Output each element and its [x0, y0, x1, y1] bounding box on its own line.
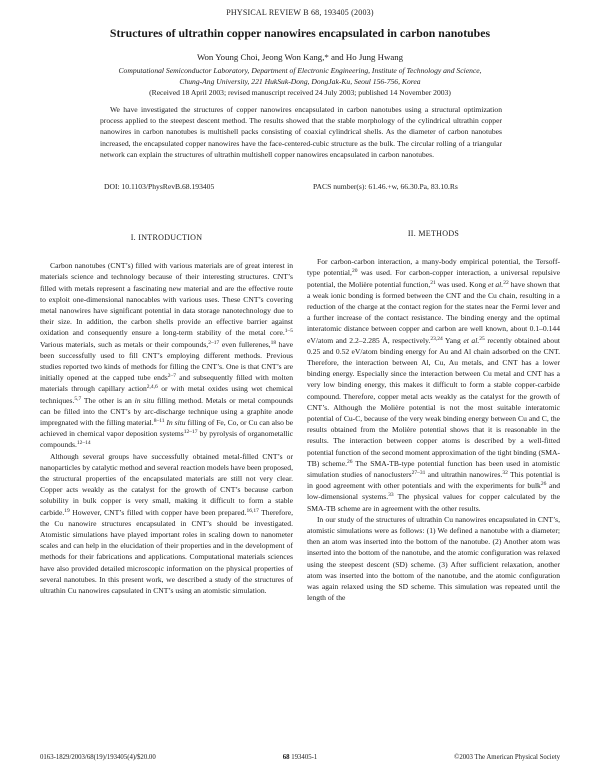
intro-paragraph-1: Carbon nanotubes (CNT’s) filled with various materials are of great interest in materials science and technology because of their interesting structures. CNT’s filled with metals represent a fascinating new material and are the effective route to exploit one-dimensional nanocables with various uses. These CNT’s covering metal nanowires have significant potential in data storage nanotechnology due to their size. In addition, the carbon shells provide an effective barrier against oxidation and consequently ensure a long-term stability of the metal core.$^{1-5}$ Various materials, such as metals or their compounds,$^{2-17}$ even fullerenes,$^{18}$ have been successfully used to fill CNT’s employing different methods. Previous studies reported two kinds of methods for filling the CNT’s. One is that CNT’s are initially opened at the capped tube ends$^{2-7}$ and subsequently filled with molten materials through capillary action$^{2,4,6}$ or with metal oxides using wet chemical techniques.$^{5,7}$ The other is an in situ filling method. Metals or metal compounds can be filled into the CNT’s by arc-discharge technique using a graphite anode impregnated with the filling material.$^{8-11}$ In situ filling of Fe, Co, or Cu can also be achieved in chemical vapor deposition systems$^{12-17}$ by pyrolysis of organometallic compounds.$^{12-14}$ — [40, 261, 293, 450]
footer-copyright: ©2003 The American Physical Society — [454, 754, 560, 761]
footer-issn: 0163-1829/2003/68(19)/193405(4)/$20.00 — [40, 754, 156, 761]
methods-paragraph-2: In our study of the structures of ultrathin Cu nanowires encapsulated in CNT’s, atomistic simulations were as follows: (1) We defined a nanotube with a diameter; then an atom was inserted into the bottom of the nanotube. (2) Another atom was inserted into the bottom of the nanotube, and the atomic configuration was relaxed using the steepest descent (SD) scheme. (3) After sufficient relaxation, another atom was inserted into the bottom of the nanotube, and the atomic configuration was again relaxed using the SD scheme. This simulation was repeated until the length of the — [307, 514, 560, 603]
affiliation-line-1: Computational Semiconductor Laboratory, Department of Electronic Engineering, Institute of Technology and Science, — [118, 66, 482, 75]
intro-paragraph-2: Although several groups have successfully obtained metal-filled CNT’s or nanoparticles by catalytic method and several reaction models have been proposed, the structural properties of the encapsulated materials are still not very clear. Copper acts weakly as the catalyst for the growth of CNT’s because carbon solubility in bulk copper is very small, making it difficult to form a stable carbide.$^{19}$ However, CNT’s filled with copper have been prepared.$^{16,17}$ Therefore, the Cu nanowire structures encapsulated in CNT’s should be investigated. Atomistic simulations have played important roles in scaling down to nanometer scales and can help in the elucidation of their properties and in the development of methods for their fabrications and applications. Computational materials sciences have also provided detailed microscopic information on the physical properties of several nanotubes. In this present work, we described a study of the structures of ultrathin Cu nanowires capsulated in CNT’s using an atomistic simulation. — [40, 451, 293, 596]
pacs-numbers: PACS number(s): 61.46.+w, 66.30.Pa, 83.10.Rs — [313, 182, 458, 191]
affiliation — [60, 65, 540, 87]
right-column — [307, 228, 560, 604]
abstract: We have investigated the structures of copper nanowires encapsulated in carbon nanotubes using a structural optimization process applied to the steepest descent method. The results showed that the stable morphology of the cylindrical ultrathin copper nanowires in carbon nanotubes is multishell packs consisting of coaxial cylindrical shells. As the diameter of carbon nanotubes increased, the encapsulated copper nanowires have the face-centered-cubic structure as the bulk. The circular rolling of a triangular network can explain the structures of ultrathin multishell copper nanowires encapsulated in carbon nanotubes. — [100, 105, 502, 159]
running-head: PHYSICAL REVIEW B 68, 193405 (2003) — [226, 8, 374, 17]
article-title: Structures of ultrathin copper nanowires encapsulated in carbon nanotubes — [109, 26, 491, 40]
left-column — [40, 232, 293, 596]
methods-paragraph-1: For carbon-carbon interaction, a many-body empirical potential, the Tersoff-type potential,$^{20}$ was used. For carbon-copper interaction, a universal repulsive potential, the Molière potential function,$^{21}$ was used. Kong et al.$^{22}$ have shown that a weak ionic bonding is formed between the CNT and the Cu chain, resulting in a reduction of the charge at the contact region for the states near the Fermi lever and a further increase of the contact resistance. The binding energy and the optimal interatomic distance between copper and carbon are well known, about 0.1–0.144 eV/atom and 2.2–2.285 Å, respectively.$^{23,24}$ Yang et al.$^{25}$ recently obtained about 0.25 and 0.52 eV/atom binding energy for Au and Al chain adsorbed on the CNT. Therefore, the interaction between Al, Cu, Au metals, and CNT has a lower binding energy. Especially since the interaction between Cu metal and CNT has a very low binding energy, this makes it difficult to form a stable copper-carbide compound. Therefore, copper metal acts weakly as the catalyst for the growth of CNT’s. Although the Molière potential is not the most suitable interatomic potential of Cu-C, because of the very weak binding energy between Cu and C, the results obtained from the Molière potential shows that it is reasonable in the results. The interaction between copper atoms is described by a well-fitted potential function of the second moment approximation of the tight binding (SMA-TB) scheme.$^{26}$ The SMA-TB-type potential function has been used in atomistic simulation studies of nanoclusters$^{27-31}$ and ultrathin nanowires.$^{32}$ This potential is in good agreement with other potentials and with the experiments for bulk$^{26}$ and low-dimensional systems.$^{33}$ The physical values for copper calculated by the SMA-TB scheme are in agreement with the other results. — [307, 257, 561, 513]
section-heading-methods: II. METHODS — [407, 229, 460, 238]
received-dates: (Received 18 April 2003; revised manuscript received 24 July 2003; published 14 November 2003) — [149, 88, 451, 97]
section-heading-introduction: I. INTRODUCTION — [130, 233, 203, 242]
affiliation-line-2: Chung-Ang University, 221 HukSuk-Dong, DongJak-Ku, Seoul 156-756, Korea — [179, 77, 421, 86]
author-list: Won Young Choi, Jeong Won Kang,* and Ho Jung Hwang — [196, 52, 404, 62]
doi: DOI: 10.1103/PhysRevB.68.193405 — [104, 182, 215, 191]
footer-page-number: 68 193405-1 — [282, 754, 318, 761]
